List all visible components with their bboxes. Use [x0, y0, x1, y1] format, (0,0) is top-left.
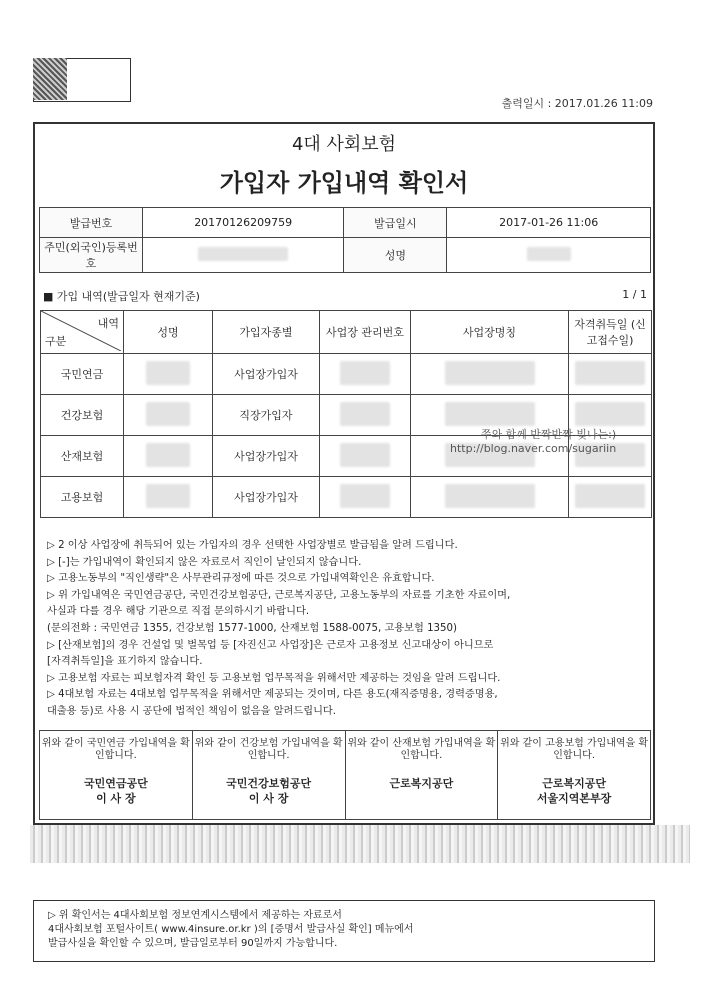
note-item: ▷ 고용보험 자료는 피보험자격 확인 등 고용보험 업무목적을 위해서만 제공하는 것임을 알려 드립니다. [47, 672, 501, 684]
cert-text: 위와 같이 산재보험 가입내역을 확인합니다. [347, 738, 496, 761]
printed-datetime: 출력일시 : 2017.01.26 11:09 [501, 97, 653, 110]
col-workplace-id: 사업장 관리번호 [320, 311, 411, 354]
cert-text: 위와 같이 건강보험 가입내역을 확인합니다. [194, 738, 343, 761]
redacted-cell [124, 354, 213, 395]
col-acquired-date: 자격취득일 (신고접수일) [569, 311, 652, 354]
cert-org-name: 국민연금공단 [83, 777, 148, 790]
watermark-line1: 쭈와 함께 반짝반짝 빛나는:) [480, 428, 617, 441]
col-member-type: 가입자종별 [213, 311, 320, 354]
blog-watermark [450, 428, 616, 456]
note-item: ▷ 고용노동부의 "직인생략"은 사무관리규정에 따른 것으로 가입내역확인은 유효합니다. [47, 573, 435, 585]
cert-text: 위와 같이 고용보험 가입내역을 확인합니다. [500, 738, 649, 761]
table-row [41, 477, 652, 518]
row-insurance-type: 건강보험 [41, 395, 124, 436]
cert-pension [40, 731, 193, 820]
section-title: ■ 가입 내역(발급일자 현재기준) [43, 290, 200, 303]
certification-table [39, 730, 651, 820]
redacted-cell [320, 354, 411, 395]
row-insurance-type: 국민연금 [41, 354, 124, 395]
col-name: 성명 [124, 311, 213, 354]
cert-org [347, 776, 497, 791]
note-item: 사실과 다를 경우 해당 기관으로 직접 문의하시기 바랍니다. [47, 606, 310, 618]
note-item: (문의전화 : 국민연금 1355, 건강보험 1577-1000, 산재보험 1588-0075, 고용보험 1350) [47, 622, 457, 634]
cert-text: 위와 같이 국민연금 가입내역을 확인합니다. [41, 738, 190, 761]
redacted-cell [569, 477, 652, 518]
issue-date: 2017-01-26 11:06 [447, 208, 651, 238]
redacted-cell [124, 477, 213, 518]
cert-org [194, 776, 344, 806]
redacted-cell [411, 477, 569, 518]
corner-header [41, 311, 124, 354]
cert-org-name: 국민건강보험공단 [226, 777, 312, 790]
row-member-kind: 사업장가입자 [213, 436, 320, 477]
id-number-label: 주민(외국인)등록번호 [40, 238, 143, 273]
corner-top-label: 내역 [97, 317, 119, 330]
note-item: ▷ [-]는 가입내역이 확인되지 않은 자료로서 직인이 날인되지 않습니다. [47, 556, 362, 568]
col-workplace-name: 사업장명칭 [411, 311, 569, 354]
table-row [41, 354, 652, 395]
enrollment-table [40, 310, 652, 518]
cert-org-title: 서울지역본부장 [536, 792, 612, 805]
name-label: 성명 [344, 238, 447, 273]
cert-employment [498, 731, 651, 820]
note-item: ▷ 4대보험 자료는 4대보험 업무목적을 위해서만 제공되는 것이며, 다른 용도(재직증명용, 경력증명용, [47, 689, 498, 701]
id-number-redacted [143, 238, 344, 273]
redacted-cell [124, 436, 213, 477]
watermark-line2: http://blog.naver.com/sugariin [450, 442, 617, 455]
note-item: ▷ [산재보험]의 경우 건설업 및 벌목업 등 [자진신고 사업장]은 근로자 고용정보 신고대상이 아니므로 [47, 639, 494, 651]
redacted-cell [124, 395, 213, 436]
note-item: ▷ 위 가입내역은 국민연금공단, 국민건강보험공단, 근로복지공단, 고용노동부의 자료를 기초한 자료이며, [47, 589, 511, 601]
cert-org-name: 근로복지공단 [542, 777, 606, 790]
note-item: [자격취득일]을 표기하지 않습니다. [47, 656, 203, 668]
cert-org-title: 이 사 장 [248, 792, 289, 805]
barcode-pattern [33, 58, 67, 100]
cert-org [499, 776, 649, 806]
cert-org-name: 근로복지공단 [389, 777, 454, 790]
redacted-cell [411, 354, 569, 395]
footer-line: 발급사실을 확인할 수 있으며, 발급일로부터 90일까지 가능합니다. [48, 938, 338, 949]
issue-number-label: 발급번호 [40, 208, 143, 238]
row-insurance-type: 산재보험 [41, 436, 124, 477]
footer-line: ▷ 위 확인서는 4대사회보험 정보연계시스템에서 제공하는 자료로서 [48, 910, 342, 921]
cert-org [41, 776, 191, 806]
row-insurance-type: 고용보험 [41, 477, 124, 518]
scan-noise-band [30, 825, 690, 863]
redacted-cell [320, 436, 411, 477]
footer-line: 4대사회보험 포털사이트( www.4insure.or.kr )의 [증명서 발급사실 확인] 메뉴에서 [48, 924, 414, 935]
redacted-cell [320, 395, 411, 436]
issue-info-table [39, 207, 651, 273]
footer-notice [33, 900, 655, 962]
page-indicator: 1 / 1 [622, 288, 647, 301]
row-member-kind: 사업장가입자 [213, 477, 320, 518]
cert-org-title: 이 사 장 [96, 792, 136, 805]
name-redacted [447, 238, 651, 273]
note-item: 대출용 등)로 사용 시 공단에 법적인 책임이 없음을 알려드립니다. [47, 705, 336, 717]
note-item: ▷ 2 이상 사업장에 취득되어 있는 가입자의 경우 선택한 사업장별로 발급됨을 알려 드립니다. [47, 540, 458, 551]
notes-list [47, 538, 647, 721]
redacted-cell [569, 354, 652, 395]
redacted-cell [320, 477, 411, 518]
cert-industrial [345, 731, 498, 820]
cert-health [192, 731, 345, 820]
title-line1: 4대 사회보험 [291, 134, 397, 155]
issue-number: 20170126209759 [143, 208, 344, 238]
issue-date-label: 발급일시 [344, 208, 447, 238]
corner-bottom-label: 구분 [45, 335, 67, 348]
row-member-kind: 직장가입자 [213, 395, 320, 436]
title-line2: 가입자 가입내역 확인서 [219, 169, 469, 197]
row-member-kind: 사업장가입자 [213, 354, 320, 395]
